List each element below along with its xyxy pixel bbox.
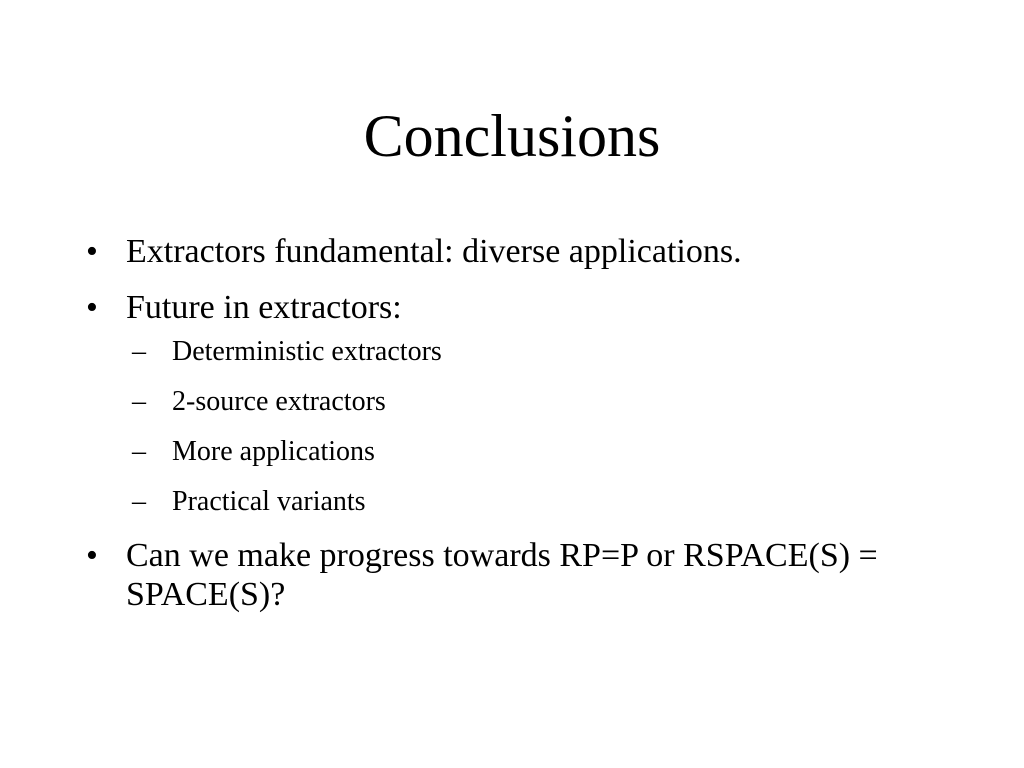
- dash-icon: –: [132, 336, 146, 367]
- bullet-icon: •: [86, 289, 98, 326]
- bullet-list: [86, 232, 966, 631]
- dash-icon: –: [132, 386, 146, 417]
- slide-title: Conclusions: [363, 103, 661, 169]
- sub-item-text: 2-source extractors: [172, 386, 386, 417]
- dash-icon: –: [132, 436, 146, 467]
- bullet-item: [86, 536, 966, 614]
- sub-item-text: Deterministic extractors: [172, 336, 442, 367]
- sub-item-text: Practical variants: [172, 486, 366, 517]
- sub-list: [132, 335, 966, 519]
- sub-item: [132, 435, 966, 469]
- bullet-text: Extractors fundamental: diverse applications.: [126, 233, 742, 270]
- bullet-text: Can we make progress towards RP=P or RSPACE(S) = SPACE(S)?: [126, 537, 878, 613]
- sub-item-text: More applications: [172, 436, 375, 467]
- bullet-item: [86, 288, 966, 519]
- sub-item: [132, 385, 966, 419]
- bullet-icon: •: [86, 233, 98, 270]
- sub-item: [132, 485, 966, 519]
- dash-icon: –: [132, 486, 146, 517]
- bullet-text: Future in extractors:: [126, 289, 402, 326]
- bullet-item: [86, 232, 966, 271]
- sub-item: [132, 335, 966, 369]
- bullet-icon: •: [86, 537, 98, 574]
